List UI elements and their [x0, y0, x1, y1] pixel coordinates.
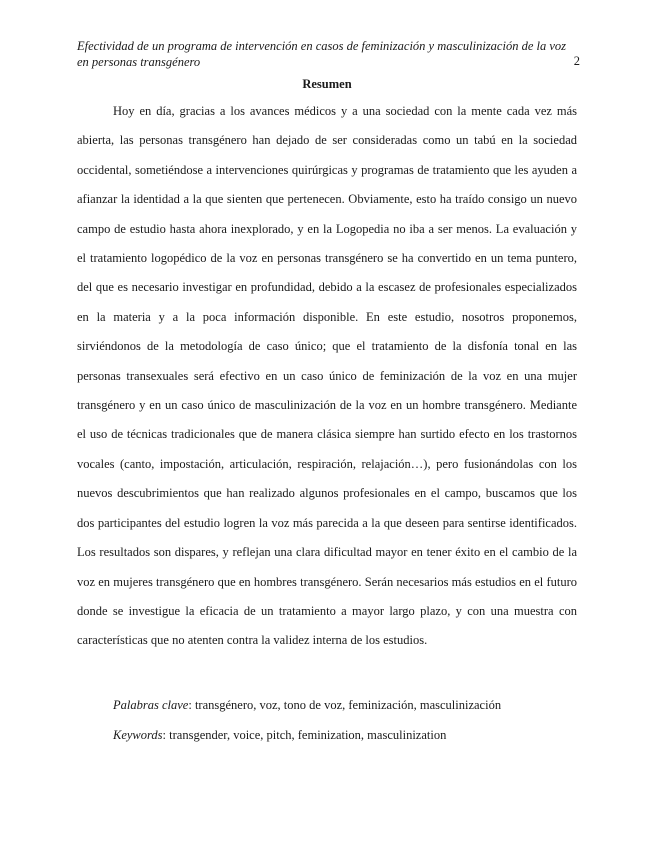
- keywords-spanish-label: Palabras clave: [113, 698, 189, 712]
- abstract-body: Hoy en día, gracias a los avances médicos y a una sociedad con la mente cada vez más abierta, las personas transgénero han dejado de ser consideradas como un tabú en la sociedad occidental, sometiéndose a intervenciones quirúrgicas y programas de tratamiento que les ayuden a afianzar la identidad a la que sienten que pertenecen. Obviamente, esto ha traído consigo un nuevo campo de estudio hasta ahora inexplorado, y en la Logopedia no iba a ser menos. La evaluación y el tratamiento logopédico de la voz en personas transgénero se ha convertido en un tema puntero, del que es necesario investigar en profundidad, debido a la escasez de profesionales especializados en la materia y a la poca información disponible. En este estudio, nosotros proponemos, sirviéndonos de la metodología de caso único; que el tratamiento de la disfonía tonal en las personas transexuales será efectivo en un caso único de feminización de la voz en una mujer transgénero y en un caso único de masculinización de la voz en un hombre transgénero. Mediante el uso de técnicas tradicionales que de manera clásica siempre han surtido efecto en los trastornos vocales (canto, impostación, articulación, respiración, relajación…), pero fusionándolas con los nuevos descubrimientos que han realizado algunos profesionales en el campo, buscamos que los dos participantes del estudio logren la voz más parecida a la que deseen para sentirse identificados. Los resultados son dispares, y reflejan una clara dificultad mayor en tener éxito en el cambio de la voz en mujeres transgénero que en hombres transgénero. Serán necesarios más estudios en el futuro donde se investigue la eficacia de un tratamiento a mayor largo plazo, y con una muestra con características que no atenten contra la validez interna de los estudios.: [77, 104, 577, 648]
- page-number: 2: [573, 54, 580, 68]
- running-head: Efectividad de un programa de intervención en casos de feminización y masculinización de la voz en personas transgénero: [77, 39, 567, 69]
- keywords-spanish: [113, 696, 583, 714]
- keywords-english-text: : transgender, voice, pitch, feminization, masculinization: [162, 728, 447, 742]
- keywords-english-label: Keywords: [113, 728, 163, 742]
- abstract-title: Resumen: [302, 77, 352, 91]
- keywords-spanish-text: : transgénero, voz, tono de voz, feminización, masculinización: [188, 698, 502, 712]
- keywords-english: [113, 726, 583, 744]
